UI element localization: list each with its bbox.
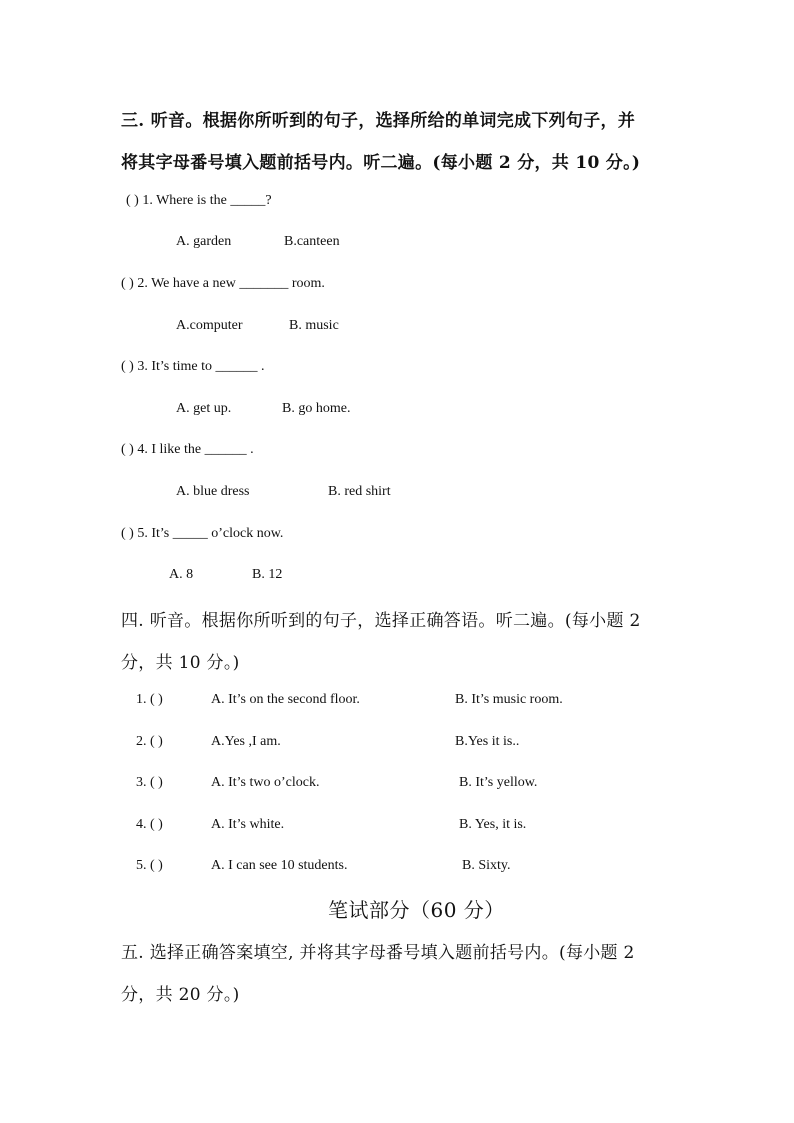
section4-item-2-number: 2. ( ) (136, 734, 163, 749)
section5-heading-line1: 五. 选择正确答案填空, 并将其字母番号填入题前括号内。(每小题 2 (121, 943, 635, 963)
section3-q4-option-b: B. red shirt (328, 484, 391, 499)
section4-heading-line2: 分，共 10 分。) (121, 653, 240, 673)
section4-item-2-option-a: A.Yes ,I am. (211, 734, 281, 749)
section4-item-2-option-b: B.Yes it is.. (455, 734, 520, 749)
section4-item-1-option-b: B. It’s music room. (455, 692, 563, 707)
section3-q1-option-a: A. garden (176, 234, 232, 249)
section4-item-3-option-a: A. It’s two o’clock. (211, 775, 320, 790)
section4-item-1-number: 1. ( ) (136, 692, 163, 707)
section4-item-5-option-b: B. Sixty. (462, 858, 511, 873)
section3-question-5: ( ) 5. It’s _____ o’clock now. (121, 526, 284, 541)
section4-item-4-option-a: A. It’s white. (211, 817, 285, 832)
section3-q2-option-b: B. music (289, 318, 339, 333)
section3-q2-option-a: A.computer (176, 318, 243, 333)
section3-question-3: ( ) 3. It’s time to ______ . (121, 359, 265, 374)
section4-item-3-option-b: B. It’s yellow. (459, 775, 538, 790)
section3-q5-option-a: A. 8 (169, 567, 194, 582)
section3-q1-option-b: B.canteen (284, 234, 340, 249)
section4-item-4-option-b: B. Yes, it is. (459, 817, 527, 832)
section4-item-3-number: 3. ( ) (136, 775, 163, 790)
section4-item-4-number: 4. ( ) (136, 817, 163, 832)
section3-q3-option-a: A. get up. (176, 401, 232, 416)
section4-item-5-number: 5. ( ) (136, 858, 163, 873)
section3-heading-line1: 三. 听音。根据你所听到的句子，选择所给的单词完成下列句子，并 (121, 111, 636, 131)
section4-heading-line1: 四. 听音。根据你所听到的句子，选择正确答语。听二遍。(每小题 2 (121, 611, 641, 631)
section3-question-4: ( ) 4. I like the ______ . (121, 442, 254, 457)
section3-q3-option-b: B. go home. (282, 401, 351, 416)
written-part-title: 笔试部分（60 分） (328, 898, 505, 922)
section5-heading-line2: 分，共 20 分。) (121, 985, 240, 1005)
section3-question-2: ( ) 2. We have a new _______ room. (121, 276, 325, 291)
section3-q4-option-a: A. blue dress (176, 484, 250, 499)
section3-heading-line2: 将其字母番号填入题前括号内。听二遍。(每小题 2 分，共 10 分。) (121, 153, 641, 173)
section4-item-1-option-a: A. It’s on the second floor. (211, 692, 360, 707)
section3-question-1: ( ) 1. Where is the _____? (126, 193, 272, 208)
section3-q5-option-b: B. 12 (252, 567, 283, 582)
section4-item-5-option-a: A. I can see 10 students. (211, 858, 348, 873)
